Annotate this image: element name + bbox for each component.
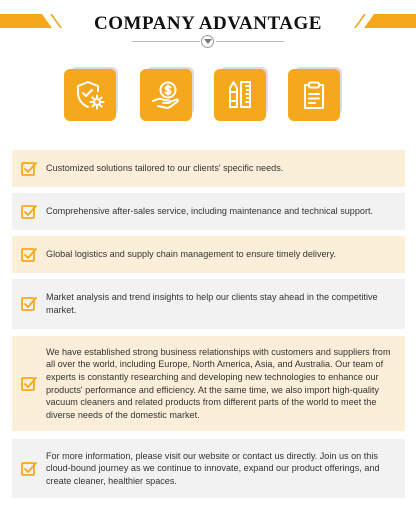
feature-text: Market analysis and trend insights to help our clients stay ahead in the competitive market. (46, 292, 378, 315)
feature-tile-service (64, 63, 122, 121)
feature-row (12, 439, 405, 498)
checkbox-checked-icon (21, 204, 37, 220)
checkbox-checked-icon (21, 376, 37, 392)
shield-gear-icon (74, 79, 106, 111)
feature-row (12, 193, 405, 230)
feature-text: For more information, please visit our website or contact us directly. Join us on this cloud-bound journey as we continue to innovate, expand our product offerings, and create cleaner, healthier spaces. (46, 450, 380, 486)
page-title: COMPANY ADVANTAGE (94, 13, 322, 34)
chevron-down-icon (201, 35, 214, 48)
checkbox-checked-icon (21, 461, 37, 477)
clipboard-icon (298, 79, 330, 111)
feature-row (12, 236, 405, 273)
feature-text: Comprehensive after-sales service, including maintenance and technical support. (46, 206, 374, 217)
feature-text: Customized solutions tailored to our clients' specific needs. (46, 163, 284, 174)
hand-coin-icon (150, 79, 182, 111)
title-divider-right (216, 41, 284, 42)
feature-text: We have established strong business relationships with customers and suppliers from all over the world, including Europe, North America, Asia, and Australia. Our team of experts is constantly researching and developing new technologies to enhance our products' performance and efficiency. At the same time, we also import high-quality vacuum cleaners and related products from different parts of the world to meet the diverse needs of the domestic market. (46, 346, 391, 420)
feature-tile-tools (214, 63, 272, 121)
checkbox-checked-icon (21, 296, 37, 312)
tools-ruler-icon (224, 79, 256, 111)
feature-row (12, 336, 405, 431)
feature-tile-finance (140, 63, 198, 121)
feature-text: Global logistics and supply chain management to ensure timely delivery. (46, 249, 336, 260)
checkbox-checked-icon (21, 247, 37, 263)
feature-row (12, 279, 405, 329)
checkbox-checked-icon (21, 161, 37, 177)
feature-tile-report (288, 63, 346, 121)
feature-row (12, 150, 405, 187)
title-divider-left (132, 41, 200, 42)
